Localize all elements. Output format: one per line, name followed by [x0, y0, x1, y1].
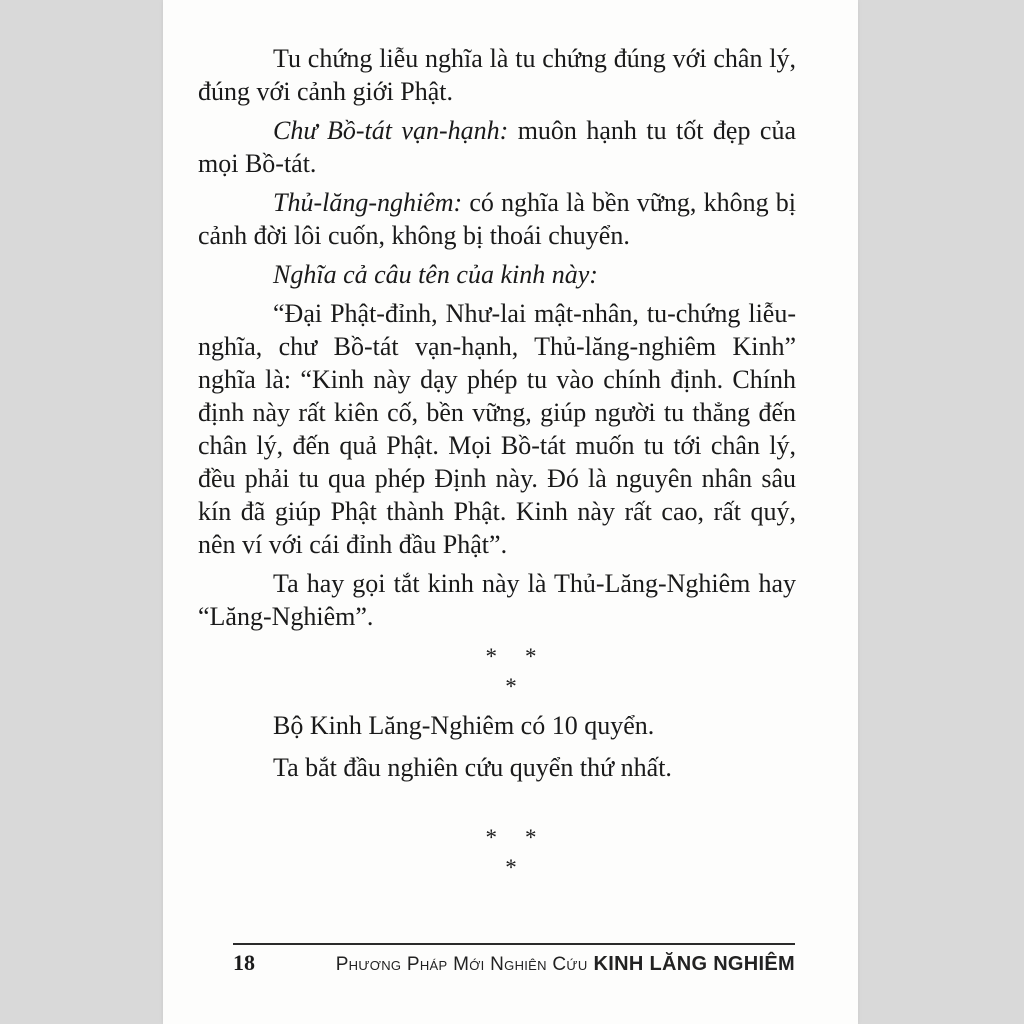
section-separator	[212, 822, 810, 882]
asterisk: *	[485, 824, 497, 850]
section-separator	[212, 641, 810, 701]
asterisk: *	[525, 643, 537, 669]
separator-star-single	[212, 671, 810, 701]
paragraph-lead-italic: Chư Bồ-tát vạn-hạnh:	[273, 116, 509, 145]
page-number: 18	[233, 950, 255, 975]
paragraph-text: Tu chứng liễu nghĩa là tu chứng đúng với chân lý, đúng với cảnh giới Phật.	[198, 44, 796, 106]
separator-star-pair	[212, 822, 810, 852]
running-title-main: KINH LĂNG NGHIÊM	[593, 953, 795, 975]
paragraph-text: Ta hay gọi tắt kinh này là Thủ-Lăng-Nghiêm hay “Lăng-Nghiêm”.	[198, 569, 796, 631]
asterisk: *	[505, 673, 517, 699]
statement-line: Ta bắt đầu nghiên cứu quyển thứ nhất.	[273, 753, 672, 782]
statement-line: Bộ Kinh Lăng-Nghiêm có 10 quyển.	[273, 711, 655, 740]
paragraph	[198, 186, 796, 252]
body-text	[198, 0, 796, 882]
paragraph-lead-italic: Thủ-lăng-nghiêm:	[273, 188, 463, 217]
paragraph-text: “Đại Phật-đỉnh, Như-lai mật-nhân, tu-chứng liễu-nghĩa, chư Bồ-tát vạn-hạnh, Thủ-lăng-nghiêm Kinh” nghĩa là: “Kinh này dạy phép tu vào chính định. Chính định này rất kiên cố, bền vững, giúp người tu thẳng đến chân lý, đến quả Phật. Mọi Bồ-tát muốn tu tới chân lý, đều phải tu qua phép Định này. Đó là nguyên nhân sâu kín đã giúp Phật thành Phật. Kinh này rất cao, rất quý, nên ví với cái đỉnh đầu Phật”.	[198, 299, 796, 559]
asterisk: *	[525, 824, 537, 850]
paragraph	[198, 42, 796, 108]
paragraph-text: muôn hạnh tu tốt đẹp của mọi Bồ-tát.	[198, 116, 796, 178]
separator-star-single	[212, 852, 810, 882]
asterisk: *	[485, 643, 497, 669]
paragraph	[198, 114, 796, 180]
paragraph-lead-italic: Nghĩa cả câu tên của kinh này:	[273, 260, 598, 289]
running-title-prefix: Phương Pháp Mới Nghiên Cứu	[335, 954, 588, 975]
separator-star-pair	[212, 641, 810, 671]
running-title	[336, 953, 795, 976]
book-page	[163, 0, 858, 1024]
paragraph	[198, 258, 796, 291]
paragraph	[198, 567, 796, 633]
page-footer	[233, 943, 795, 976]
asterisk: *	[505, 854, 517, 880]
paragraph-text: có nghĩa là bền vững, không bị cảnh đời lôi cuốn, không bị thoái chuyển.	[198, 188, 796, 250]
paragraph	[198, 297, 796, 561]
